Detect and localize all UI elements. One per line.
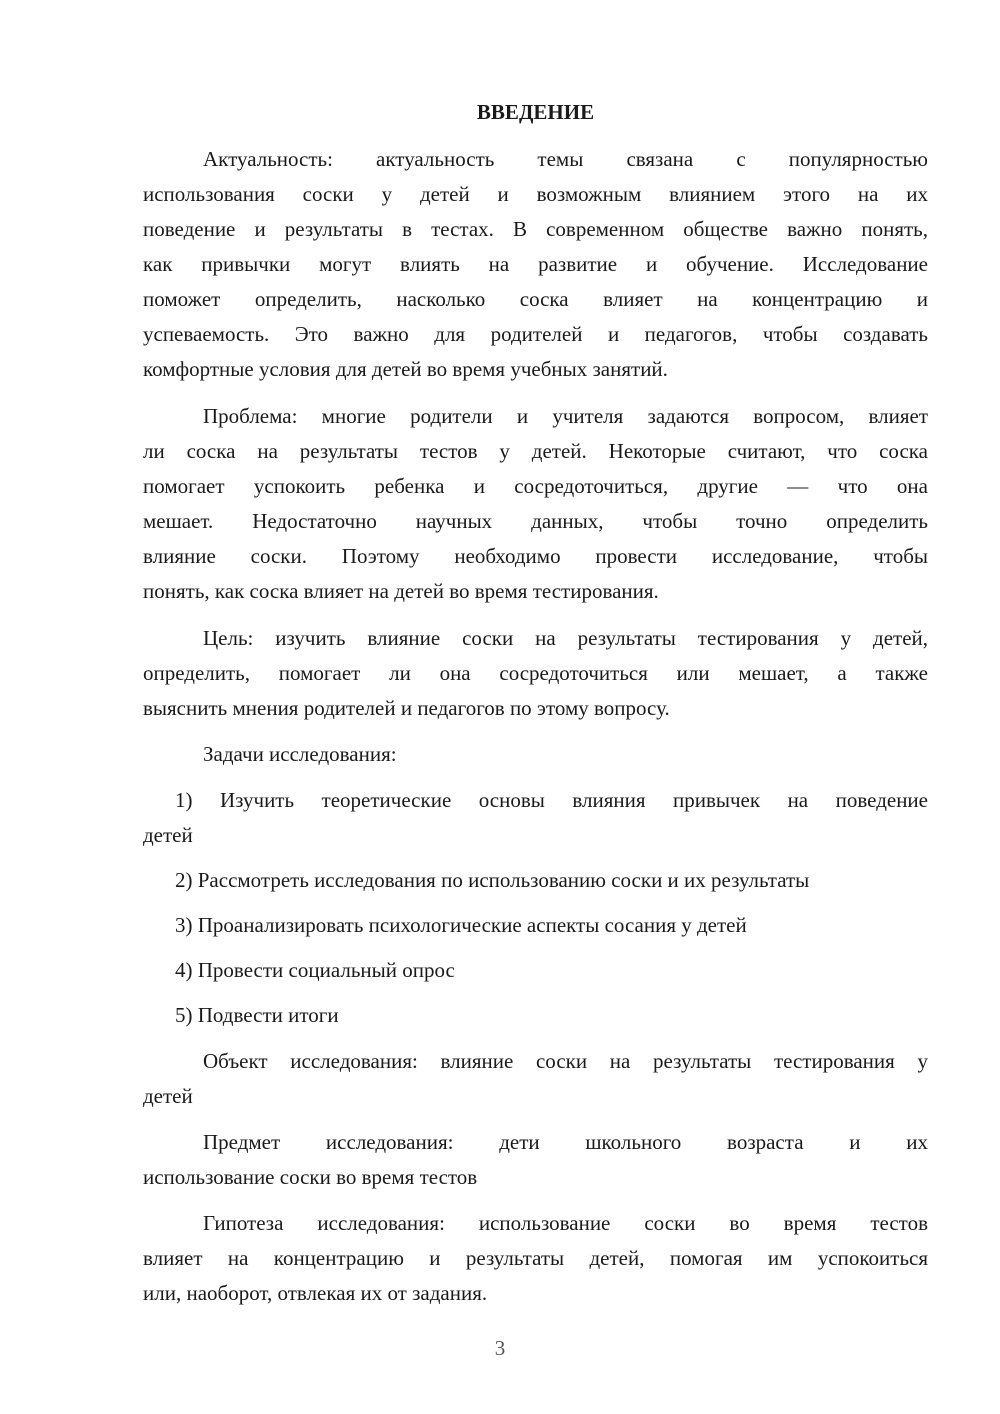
text-line: 3) Проанализировать психологические аспекты сосания у детей: [175, 913, 747, 937]
text-line: влияет на концентрацию и результаты детей, помогая им успокоиться: [143, 1246, 928, 1270]
paragraph-object: [143, 1044, 928, 1114]
text-line: 1) Изучить теоретические основы влияния привычек на поведение: [175, 788, 928, 812]
text-line: влияние соски. Поэтому необходимо провести исследование, чтобы: [143, 544, 928, 568]
text-line: комфортные условия для детей во время учебных занятий.: [143, 357, 668, 381]
text-line: выяснить мнения родителей и педагогов по этому вопросу.: [143, 696, 670, 720]
text-line: помогает успокоить ребенка и сосредоточиться, другие — что она: [143, 474, 928, 498]
text-line: ли соска на результаты тестов у детей. Некоторые считают, что соска: [143, 439, 928, 463]
text-line: как привычки могут влиять на развитие и обучение. Исследование: [143, 252, 928, 276]
paragraph-problem: [143, 399, 928, 609]
text-line: Цель: изучить влияние соски на результаты тестирования у детей,: [203, 626, 928, 650]
text-line: Проблема: многие родители и учителя задаются вопросом, влияет: [203, 404, 928, 428]
text-line: Гипотеза исследования: использование соски во время тестов: [203, 1211, 928, 1235]
text-line: детей: [143, 1084, 193, 1108]
task-item-5: [143, 998, 928, 1033]
tasks-heading: [143, 737, 928, 772]
text-line: использования соски у детей и возможным влиянием этого на их: [143, 182, 928, 206]
text-line: поведение и результаты в тестах. В современном обществе важно понять,: [143, 217, 928, 241]
text-line: Задачи исследования:: [203, 742, 397, 766]
task-item-1: [143, 783, 928, 853]
task-item-2: [143, 863, 928, 898]
paragraph-relevance: [143, 142, 928, 387]
text-line: поможет определить, насколько соска влияет на концентрацию и: [143, 287, 928, 311]
paragraph-subject: [143, 1125, 928, 1195]
paragraph-hypothesis: [143, 1206, 928, 1311]
text-line: успеваемость. Это важно для родителей и педагогов, чтобы создавать: [143, 322, 928, 346]
page-title: ВВЕДЕНИЕ: [476, 100, 595, 124]
text-line: использование соски во время тестов: [143, 1165, 478, 1189]
text-line: мешает. Недостаточно научных данных, чтобы точно определить: [143, 509, 928, 533]
text-line: 4) Провести социальный опрос: [175, 958, 455, 982]
text-line: понять, как соска влияет на детей во время тестирования.: [143, 579, 659, 603]
text-line: Объект исследования: влияние соски на результаты тестирования у: [203, 1049, 928, 1073]
text-line: Актуальность: актуальность темы связана с популярностью: [203, 147, 928, 171]
text-line: определить, помогает ли она сосредоточиться или мешает, а также: [143, 661, 928, 685]
text-line: 5) Подвести итоги: [175, 1003, 339, 1027]
text-line: Предмет исследования: дети школьного возраста и их: [203, 1130, 928, 1154]
text-line: или, наоборот, отвлекая их от задания.: [143, 1281, 488, 1305]
task-item-4: [143, 953, 928, 988]
text-line: 2) Рассмотреть исследования по использованию соски и их результаты: [175, 868, 810, 892]
paragraph-goal: [143, 621, 928, 726]
page-number: 3: [494, 1336, 506, 1360]
task-item-3: [143, 908, 928, 943]
text-line: детей: [143, 823, 193, 847]
